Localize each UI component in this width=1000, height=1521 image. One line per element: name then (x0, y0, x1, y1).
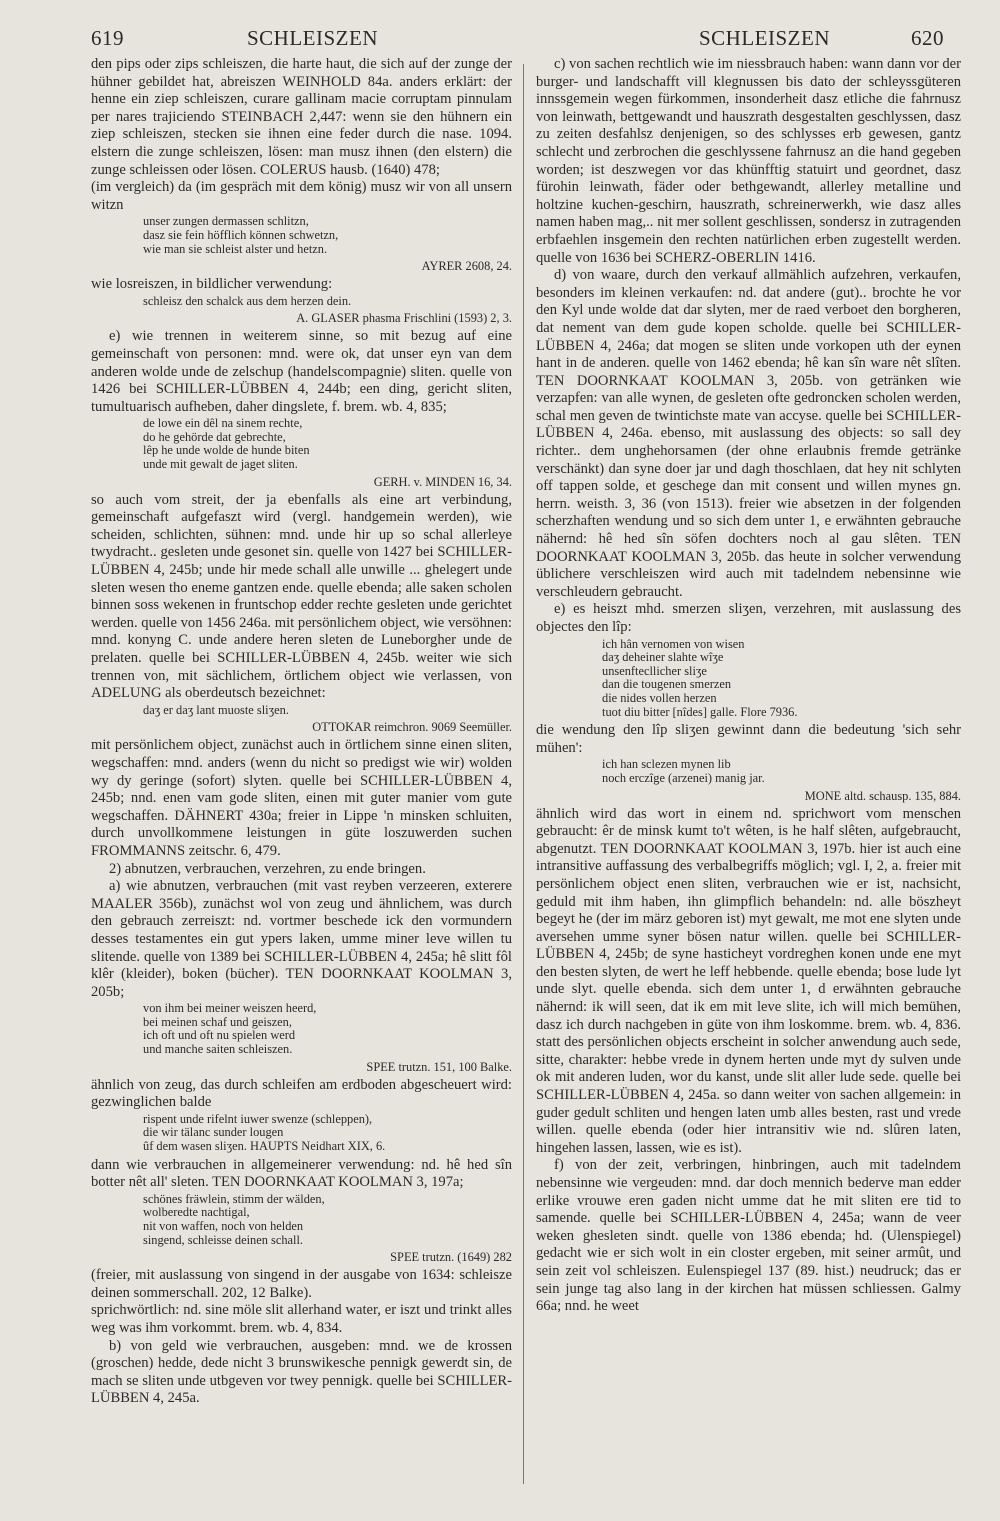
verse-quote (91, 215, 512, 256)
entry-paragraph: (im vergleich) da (im gespräch mit dem könig) musz wir von all unsern witzn (91, 179, 512, 213)
verse-line: nit von waffen, noch von helden (143, 1219, 304, 1233)
verse-line: die nides vollen herzen (602, 690, 717, 705)
source-citation: AYRER 2608, 24. (421, 259, 512, 274)
verse-line: noch erczîge (arzenei) manig jar. (602, 770, 765, 785)
left-column (91, 56, 512, 1506)
entry-paragraph: e) es heiszt mhd. smerzen sliʒen, verzehren, mit auslassung des objectes den lîp: (536, 601, 961, 635)
verse-quote (91, 417, 512, 471)
left-page-number: 619 (91, 26, 124, 50)
source-citation: SPEE trutzn. (1649) 282 (390, 1250, 512, 1265)
entry-paragraph: dann wie verbrauchen in allgemeinerer verwendung: nd. hê hed sîn botter nêt all' sleten. TEN DOORNKAAT KOOLMAN 3, 197a; (91, 1156, 512, 1191)
column-divider (523, 64, 524, 1484)
verse-line: singend, schleisse deinen schall. (143, 1232, 304, 1247)
entry-paragraph: den pips oder zips schleiszen, die harte haut, die sich auf der zunge der hühner gebildet hat, abreiszen WEINHOLD 84a. anders erklärt: der henne ein ziep schleiszen, curare gallinam macie corruptam pinnulam per nares trajiciendo STEINBACH 2,447: wenn sie den hühnern ein ziep schleiszen, stecken sie ihnen eine feder durch die nase. 1094. elstern die zunge schleiszen, lösen: man musz ihnen (den elstern) die zunge schleissen oder lösen. COLERUS hausb. (1640) 478; (91, 56, 512, 178)
right-page-number: 620 (911, 26, 944, 50)
verse-quote (536, 758, 961, 785)
verse-line: und manche saiten schleiszen. (143, 1042, 293, 1057)
source-citation: MONE altd. schausp. 135, 884. (804, 788, 961, 803)
source-citation: SPEE trutzn. 151, 100 Balke. (366, 1059, 512, 1074)
verse-line: rispent unde rifelnt iuwer swenze (schleppen), (143, 1111, 373, 1126)
entry-paragraph: so auch vom streit, der ja ebenfalls als eine art verbindung, gemeinschaft aufgefaszt wird (vergl. handgemein werden), wie scheiden, schlichten, sühnen: mnd. unde hir up so schal allerleye twydracht.. gesleten unde gesonet sin. quelle von 1427 bei SCHILLER-LÜBBEN 4, 245b; unde hir mede schall alle unwille ... ghelegert unde sleten wesen tho eneme gantzen ende. quelle ebenda; alle saken scholen binnen soss wekenen in fruntschop edder rechte gesleten unde gerichtet werden. quelle von 1456 246a. mit persönlichem object, wie versöhnen: mnd. konyng C. unde andere heren sleten de Luneborgher unde de prelaten. quelle bei SCHILLER-LÜBBEN 4, 245b. weiter wie sich trennen von, mit sächlichem, örtlichem object wie verlassen, von ADELUNG als oberdeutsch bezeichnet: (91, 491, 512, 702)
verse-line: tuot diu bitter [nîdes] galle. Flore 7936. (602, 704, 798, 719)
entry-paragraph: wie losreiszen, in bildlicher verwendung: (91, 276, 333, 293)
verse-line: ich oft und oft nu spielen werd (143, 1028, 296, 1043)
entry-paragraph: e) wie trennen in weiterem sinne, so mit bezug auf eine gemeinschaft von personen: mnd. were ok, dat unser eyn van dem anderen wolde unde de zelschup (handelscompagnie) sliten. quelle von 1426 bei SCHILLER-LÜBBEN 4, 244b; een ding, gericht sliten, tumultuarisch aufheben, daher dingslete, f. brem. wb. 4, 835; (91, 328, 512, 415)
entry-paragraph: ähnlich von zeug, das durch schleifen am erdboden abgescheuert wird: gezwinglichen balde (91, 1076, 512, 1111)
verse-line: daʒ deheiner slahte wîʒe (602, 650, 724, 665)
verse-line: bei meinen schaf und geiszen, (143, 1014, 292, 1029)
verse-line: von ihm bei meiner weiszen heerd, (143, 1001, 317, 1016)
right-running-head: SCHLEISZEN (699, 26, 830, 50)
right-column (536, 56, 961, 1506)
verse-quote (91, 1113, 512, 1154)
verse-line: daʒ er daʒ lant muoste sliʒen. (143, 702, 289, 717)
verse-line: wie man sie schleist alster und hetzn. (143, 241, 328, 256)
source-citation: GERH. v. MINDEN 16, 34. (373, 474, 512, 489)
running-header (0, 20, 1000, 56)
verse-line: unser zungen dermassen schlitzn, (143, 214, 309, 229)
verse-line: ich han sclezen mynen lib (602, 757, 731, 772)
source-citation: A. GLASER phasma Frischlini (1593) 2, 3. (296, 311, 512, 326)
verse-line: ûf dem wasen sliʒen. HAUPTS Neidhart XIX, 6. (143, 1139, 386, 1154)
verse-line: dan die tougenen smerzen (602, 677, 732, 692)
entry-paragraph: die wendung den lîp sliʒen gewinnt dann die bedeutung 'sich sehr mühen': (536, 722, 961, 756)
verse-line: do he gehörde dat gebrechte, (143, 429, 286, 444)
entry-paragraph: (freier, mit auslassung von singend in der ausgabe von 1634: schleisze deinen sommerschall. 202, 12 Balke). (91, 1267, 512, 1301)
entry-paragraph: a) wie abnutzen, verbrauchen (mit vast reyben verzeeren, exterere MAALER 356b), zunächst wol von zeug und ähnlichem, was durch den gebrauch zerreiszt: nd. vortmer beschede ick den vormundern desses testamentes ein gut ypers laken, umme miner leve willen tu slitende. quelle von 1389 bei SCHILLER-LÜBBEN 4, 245a; hê slitt fôl klêr (kleider), boken (bücher). TEN DOORNKAAT KOOLMAN 3, 205b; (91, 878, 512, 1000)
entry-paragraph: 2) abnutzen, verbrauchen, verzehren, zu ende bringen. (109, 860, 426, 877)
verse-quote (91, 295, 512, 309)
entry-paragraph: c) von sachen rechtlich wie im niessbrauch haben: wann dann vor der burger- und landschafft vill klegnussen bis dato der schleyssgüteren innssgemein wegen fürkommen, insonderheit dasz etliche die fahrnusz von leinwath, bettgewandt und hauszrath desgestalten geschlyssen, dasz zu zeiten desfahlsz denjenigen, so des schlysses erb gewesen, gantz schlecht und zerbrochen die geschlyssene fahrnusz an die hand gegeben worden; ist deszwegen vor das khünfftig statuirt und geordnet, dasz fürohin leinwath, fäder oder bethgewandt, allerley metalline und holtzine kuchen-geschirn, hauszrath, schreinerwerkh, wie dasz alles namen haben mag,.. nit mer sollent geschlissen, sondersz in zutragenden erbfaehlen insgemein den rechten natürlichen erben zugestellt werden. quelle von 1636 bei SCHERZ-OBERLIN 1416. (536, 56, 961, 266)
verse-line: lêp he unde wolde de hunde biten (143, 443, 310, 458)
verse-quote (91, 704, 512, 718)
verse-line: de lowe ein dêl na sinem rechte, (143, 416, 303, 431)
verse-line: wolberedte nachtigal, (143, 1205, 250, 1220)
verse-quote (536, 638, 961, 720)
entry-paragraph: ähnlich wird das wort in einem nd. sprichwort vom menschen gebraucht: êr de minsk kumt to't wêten, is he half slêten, aufgebraucht, abgenutzt. TEN DOORNKAAT KOOLMAN 3, 197b. hier ist auch eine intransitive auffassung des verbalbegriffs möglich; vgl. I, 2, a. freier mit persönlichem object enen sliten, verbrauchen wie er ist, nachsicht, geduld mit ihm haben, ihn glimpflich behandeln: nd. alle böszheyt begeyt he (der im märz geboren ist) myt gewalt, me mot ene slyten unde aversehen umme syner bösen natur willen. quelle bei SCHILLER-LÜBBEN 4, 245b; de syne hasticheyt vordreghen konen unde ene myt den besten slyten, de wert he leff hebbende. quelle ebenda; bose lude lyt unde slyt. quelle ebenda. sich dem unter 1, d erwähnten gebrauche nähernd: ik will seen, dat ik em mit leve slite, ich will mich bemühen, dasz ich durch nachgeben in güte von ihm loskomme. brem. wb. 4, 836. statt des persönlichen objects erscheint in solcher anwendung auch sede, sitte, charakter: hebbe vrede in dynem herten unde myt dy sulven unde ok mit anderen luden, wor du kanst, unde slit aller lude sede. quelle bei SCHILLER-LÜBBEN 4, 245a. so dann weiter von sachen allgemein: in guder gedult schliten und hengen laten umb alles besten, rast und vrede willen. quelle ebenda (oder hier intransitiv wie nd. slûren laten, hingehen lassen, lassen, wie es ist). (536, 805, 961, 1156)
entry-paragraph: mit persönlichem object, zunächst auch in örtlichem sinne einen sliten, wegschaffen: mnd. anders (wenn du nicht so predigst wie wir) wolden wy dy geringe (sofort) slyten. quelle bei SCHILLER-LÜBBEN 4, 245b; nnd. enen vam gode sliten, einen mit guter manier vom gute wegschaffen. DÄHNERT 430a; freier in Lippe 'n minsken schluiten, durch unvollkommene leistungen in güte loszuwerden suchen FROMMANNS zeitschr. 6, 479. (91, 737, 512, 859)
verse-line: unsenftecllicher sliʒe (602, 663, 707, 678)
verse-line: dasz sie fein höfflich können schwetzn, (143, 227, 339, 242)
verse-quote (91, 1193, 512, 1247)
verse-line: schönes fräwlein, stimm der wälden, (143, 1191, 325, 1206)
entry-paragraph: d) von waare, durch den verkauf allmählich aufzehren, verkaufen, besonders im kleinen verkaufen: nd. dat andere (gut).. brochte he vor den Kyl unde wolde dat dar slyten, mer de raed verboet den borgheren, dat nement van dem gude kopen scholde. quelle bei SCHILLER-LÜBBEN 4, 246a; dat mogen se sliten unde vorkopen uth der eynen hant in de anderen. quelle von 1462 ebenda; hê kan sîn ware nêt slîten. TEN DOORNKAAT KOOLMAN 3, 205b. von getränken wie verzapfen: van alle wynen, de gesleten ofte gedroncken scholen werden, schal men geven de twintichste mate van accyse. quelle bei SCHILLER-LÜBBEN 4, 246a. ebenso, mit auslassung des objects: so sall dey richter.. dem unghehorsamen (der ohne erlaubnis fremde getränke verschänkt) dan syne doer jar und dagh thoschlaen, dat hey nit schlyten off tappen solde, et geschege dan mit consent und willen mynes gn. herrn. weisth. 3, 36 (von 1513). freier wie absetzen in der folgenden scherzhaften wendung und so sich dem unter 1, e erwähnten gebrauche nähernd: hê hed sîn söfen dochters noch al gau slêten. TEN DOORNKAAT KOOLMAN 3, 205b. das heute in solcher verwendung üblichere verschleiszen wird auch mit tadelndem nebensinne wie verschleudern gebraucht. (536, 267, 961, 600)
entry-paragraph: b) von geld wie verbrauchen, ausgeben: mnd. we de krossen (groschen) hedde, dede nicht 3 brunswikesche pennigk gewerdt sin, de mach se sliten unde utbgeven vor twey pennigk. quelle bei SCHILLER-LÜBBEN 4, 245a. (91, 1337, 512, 1407)
verse-line: unde mit gewalt de jaget sliten. (143, 457, 298, 472)
entry-paragraph: f) von der zeit, verbringen, hinbringen, auch mit tadelndem nebensinne wie vergeuden: mnd. dar doch mennich bederve man edder erlike vrouwe eren gaden nicht umme dat he mit sliten ere tid to samende. quelle bei SCHILLER-LÜBBEN 4, 245a; wann de veer weken ghesleten sindt. quelle von 1386 ebenda; hd. (Ulenspiegel) gedacht wie er sich wolt in ein closter ergeben, mit seiner armût, und sein zeit vol schleiszen. Eulenspiegel 137 (89. hist.) neudruck; das er sein junge tag also lang in der kirchen hat müssen schliessen. Galmy 66a; nnd. he weet (536, 1157, 961, 1315)
verse-line: ich hân vernomen von wisen (602, 636, 745, 651)
verse-line: schleisz den schalck aus dem herzen dein. (143, 293, 352, 308)
verse-quote (91, 1002, 512, 1056)
left-running-head: SCHLEISZEN (247, 26, 378, 50)
verse-line: die wir tälanc sunder lougen (143, 1125, 284, 1140)
entry-paragraph: sprichwörtlich: nd. sine möle slit allerhand water, er iszt und trinkt alles weg was ihm vorkommt. brem. wb. 4, 834. (91, 1302, 512, 1336)
source-citation: OTTOKAR reimchron. 9069 Seemüller. (312, 720, 512, 735)
